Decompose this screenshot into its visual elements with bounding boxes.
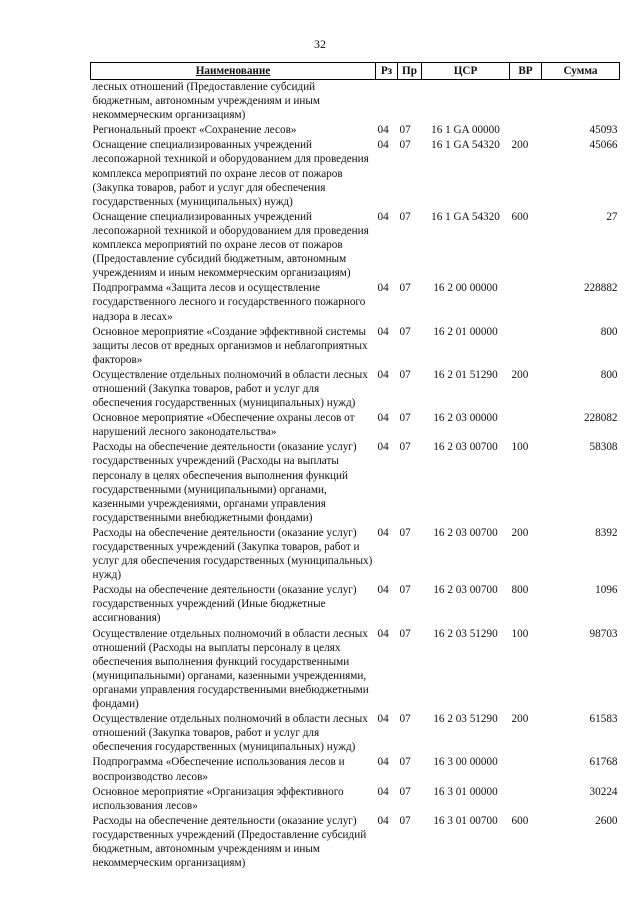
- cell-csr: 16 1 GA 54320: [431, 210, 500, 223]
- cell-csr: 16 2 03 00700: [433, 584, 498, 597]
- table-row: [91, 814, 620, 871]
- cell-name: Расходы на обеспечение деятельности (оказание услуг) государственных учреждений (Иные бюджетные ассигнования): [92, 584, 357, 625]
- cell-pr: 07: [399, 627, 411, 640]
- cell-pr: 07: [399, 139, 411, 152]
- table-row: [91, 138, 620, 209]
- cell-pr: 07: [399, 412, 411, 425]
- table-row: [91, 440, 620, 526]
- cell-csr: 16 2 03 51290: [433, 713, 498, 726]
- cell-name: Подпрограмма «Защита лесов и осуществление государственного лесного и государственного пожарного надзора в лесах»: [92, 282, 366, 323]
- cell-csr: 16 2 03 00000: [433, 412, 498, 425]
- cell-name: лесных отношений (Предоставление субсидий бюджетным, автономным учреждениям и иным некоммерческим организациям): [92, 81, 320, 122]
- header-name: Наименование: [91, 63, 376, 80]
- cell-sum: 2600: [595, 814, 618, 827]
- cell-rz: 04: [377, 526, 389, 539]
- cell-csr: 16 2 03 00700: [433, 526, 498, 539]
- cell-rz: 04: [377, 584, 389, 597]
- cell-sum: 61768: [589, 756, 618, 769]
- cell-sum: 61583: [589, 713, 618, 726]
- cell-rz: 04: [377, 441, 389, 454]
- cell-rz: 04: [377, 756, 389, 769]
- cell-csr: 16 1 GA 54320: [431, 139, 500, 152]
- cell-name: Оснащение специализированных учреждений лесопожарной техникой и оборудованием для проведения комплекса мероприятий по охране лесов от пожаров (Предоставление субсидий бюджетным, автономным учреждениям и иным некоммерческим организациям): [92, 210, 369, 280]
- table-row: [91, 583, 620, 626]
- cell-vr: [510, 123, 542, 138]
- cell-sum: 8392: [595, 526, 618, 539]
- cell-csr: 16 2 03 51290: [433, 627, 498, 640]
- cell-vr: [510, 80, 542, 124]
- cell-name: Основное мероприятие «Обеспечение охраны лесов от нарушений лесного законодательства»: [92, 412, 355, 439]
- header-rz: Рз: [376, 63, 398, 80]
- cell-rz: 04: [377, 124, 389, 137]
- cell-pr: 07: [399, 785, 411, 798]
- header-pr: Пр: [398, 63, 422, 80]
- cell-name: Расходы на обеспечение деятельности (оказание услуг) государственных учреждений (Предоставление субсидий бюджетным, автономным учреждениям и иным некоммерческим организациям): [92, 814, 367, 870]
- table-row: [91, 712, 620, 755]
- header-vr: ВР: [510, 63, 542, 80]
- table-row: [91, 526, 620, 583]
- table-row: [91, 281, 620, 324]
- cell-csr: 16 2 00 00000: [433, 282, 498, 295]
- cell-pr: 07: [399, 282, 411, 295]
- cell-rz: 04: [377, 412, 389, 425]
- cell-rz: 04: [377, 785, 389, 798]
- cell-csr: 16 2 03 00700: [433, 441, 498, 454]
- cell-vr: 600: [511, 210, 529, 223]
- cell-rz: 04: [377, 325, 389, 338]
- table-row: [91, 755, 620, 784]
- table-row: [91, 123, 620, 138]
- cell-name: Основное мероприятие «Организация эффективного использования лесов»: [92, 785, 344, 812]
- table-row: [91, 368, 620, 411]
- cell-sum: 27: [606, 210, 618, 223]
- table-header-row: [91, 63, 620, 80]
- cell-pr: 07: [399, 756, 411, 769]
- cell-name: Оснащение специализированных учреждений лесопожарной техникой и оборудованием для проведения комплекса мероприятий по охране лесов от пожаров (Закупка товаров, работ и услуг для обеспечения государственных (муниципальных) нужд): [92, 139, 369, 208]
- cell-vr: 200: [511, 368, 529, 381]
- header-csr: ЦСР: [422, 63, 510, 80]
- table-row: [91, 210, 620, 281]
- table-row: [91, 80, 620, 124]
- cell-name: Осуществление отдельных полномочий в области лесных отношений (Расходы на выплаты персоналу в целях обеспечения выполнения функций государственными (муниципальными) органами, казенными учреждениями, органами управления государственными внебюджетными фондами): [92, 627, 369, 711]
- cell-name: Расходы на обеспечение деятельности (оказание услуг) государственных учреждений (Закупка товаров, работ и услуг для обеспечения государственных (муниципальных) нужд): [92, 526, 373, 582]
- cell-name: Расходы на обеспечение деятельности (оказание услуг) государственных учреждений (Расходы на выплаты персоналу в целях обеспечения выполнения функций государственными (муниципальными) органами, казенными учреждениями, органами управления государственными внебюджетными фондами): [92, 441, 357, 524]
- cell-sum: 228882: [583, 282, 618, 295]
- cell-vr: [510, 755, 542, 784]
- cell-name: Осуществление отдельных полномочий в области лесных отношений (Закупка товаров, работ и услуг для обеспечения государственных (муниципальных) нужд): [92, 368, 368, 410]
- cell-rz: 04: [377, 713, 389, 726]
- table-row: [91, 325, 620, 368]
- cell-name: Региональный проект «Сохранение лесов»: [92, 124, 297, 137]
- cell-rz: 04: [377, 210, 389, 223]
- cell-vr: 200: [511, 139, 529, 152]
- cell-csr: [422, 80, 510, 124]
- cell-pr: 07: [399, 441, 411, 454]
- cell-name: Основное мероприятие «Создание эффективной системы защиты лесов от вредных организмов и неблагоприятных факторов»: [92, 325, 368, 366]
- cell-vr: 200: [511, 526, 529, 539]
- cell-vr: [510, 325, 542, 368]
- table-row: [91, 411, 620, 440]
- cell-name: Осуществление отдельных полномочий в области лесных отношений (Закупка товаров, работ и услуг для обеспечения государственных (муниципальных) нужд): [92, 713, 368, 754]
- cell-csr: 16 2 01 00000: [433, 325, 498, 338]
- cell-pr: 07: [399, 584, 411, 597]
- cell-vr: [510, 785, 542, 814]
- cell-pr: 07: [399, 325, 411, 338]
- cell-vr: 100: [511, 627, 529, 640]
- cell-sum: 45066: [589, 139, 618, 152]
- cell-sum: 30224: [589, 785, 618, 798]
- cell-csr: 16 3 01 00700: [433, 814, 498, 827]
- cell-rz: 04: [377, 627, 389, 640]
- cell-rz: 04: [377, 814, 389, 827]
- cell-sum: 800: [600, 325, 618, 338]
- cell-csr: 16 1 GA 00000: [431, 124, 500, 137]
- cell-sum: 45093: [589, 124, 618, 137]
- cell-pr: 07: [399, 368, 411, 381]
- cell-sum: 800: [600, 368, 618, 381]
- page-number: 32: [314, 37, 326, 51]
- cell-vr: [510, 281, 542, 324]
- cell-pr: [398, 80, 422, 124]
- cell-pr: 07: [399, 526, 411, 539]
- cell-pr: 07: [399, 210, 411, 223]
- table-body: [91, 80, 620, 872]
- table-row: [91, 627, 620, 713]
- cell-rz: 04: [377, 139, 389, 152]
- cell-rz: 04: [377, 282, 389, 295]
- cell-vr: 800: [511, 584, 529, 597]
- cell-sum: 98703: [589, 627, 618, 640]
- cell-sum: [542, 80, 620, 124]
- cell-sum: 1096: [595, 584, 618, 597]
- budget-table: [90, 62, 620, 871]
- cell-sum: 228082: [583, 412, 618, 425]
- cell-csr: 16 3 00 00000: [433, 756, 498, 769]
- header-sum: Сумма: [542, 63, 620, 80]
- cell-vr: 600: [511, 814, 529, 827]
- cell-pr: 07: [399, 814, 411, 827]
- cell-rz: 04: [377, 368, 389, 381]
- table-row: [91, 785, 620, 814]
- cell-vr: [510, 411, 542, 440]
- cell-csr: 16 3 01 00000: [433, 785, 498, 798]
- cell-sum: 58308: [589, 441, 618, 454]
- cell-pr: 07: [399, 713, 411, 726]
- cell-pr: 07: [399, 124, 411, 137]
- cell-vr: 200: [511, 713, 529, 726]
- cell-name: Подпрограмма «Обеспечение использования лесов и воспроизводство лесов»: [92, 756, 345, 783]
- cell-csr: 16 2 01 51290: [433, 368, 498, 381]
- cell-rz: [376, 80, 398, 124]
- cell-vr: 100: [511, 441, 529, 454]
